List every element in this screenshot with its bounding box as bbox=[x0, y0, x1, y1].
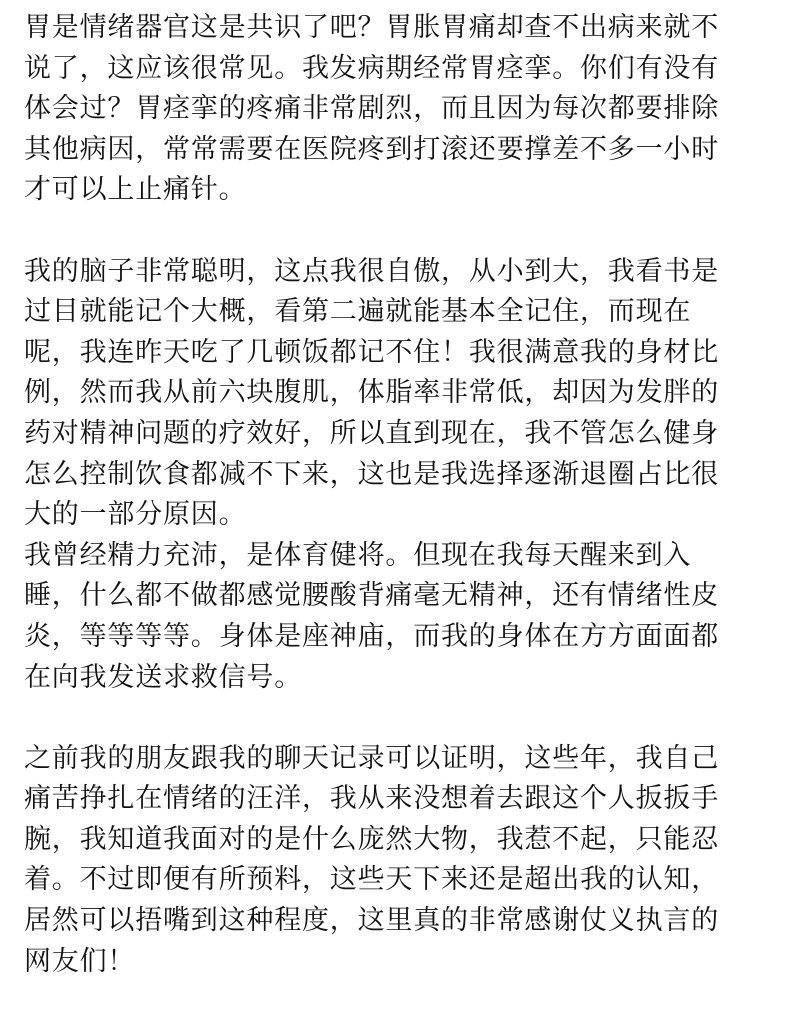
text-line: 其他病因，常常需要在医院疼到打滚还要撑差不多一小时 bbox=[24, 133, 719, 165]
text-line: 过目就能记个大概，看第二遍就能基本全记住，而现在 bbox=[24, 296, 692, 328]
text-line: 网友们！ bbox=[24, 945, 136, 977]
post-body-text bbox=[24, 0, 784, 982]
text-line: 胃是情绪器官这是共识了吧？胃胀胃痛却查不出病来就不 bbox=[24, 12, 719, 43]
text-line: 腕，我知道我面对的是什么庞然大物，我惹不起，只能忍 bbox=[24, 823, 719, 855]
text-line: 怎么控制饮食都减不下来，这也是我选择逐渐退圈占比很 bbox=[24, 458, 719, 490]
text-line: 才可以上止痛针。 bbox=[24, 174, 247, 206]
text-line: 药对精神问题的疗效好，所以直到现在，我不管怎么健身 bbox=[24, 417, 719, 449]
text-line: 着。不过即便有所预料，这些天下来还是超出我的认知， bbox=[24, 864, 719, 896]
text-line: 睡，什么都不做都感觉腰酸背痛毫无精神，还有情绪性皮 bbox=[24, 580, 719, 612]
text-line: 例，然而我从前六块腹肌，体脂率非常低，却因为发胖的 bbox=[24, 377, 719, 409]
text-line: 我的脑子非常聪明，这点我很自傲，从小到大，我看书是 bbox=[24, 255, 719, 287]
text-line: 在向我发送求救信号。 bbox=[24, 661, 302, 693]
text-line: 呢，我连昨天吃了几顿饭都记不住！我很满意我的身材比 bbox=[24, 336, 719, 368]
text-line: 我曾经精力充沛，是体育健将。但现在我每天醒来到入 bbox=[24, 539, 692, 571]
text-line: 体会过？胃痉挛的疼痛非常剧烈，而且因为每次都要排除 bbox=[24, 93, 719, 125]
paragraph-gap bbox=[24, 211, 784, 252]
text-line: 大的一部分原因。 bbox=[24, 499, 247, 531]
text-line: 炎，等等等等。身体是座神庙，而我的身体在方方面面都 bbox=[24, 620, 719, 652]
text-line: 居然可以捂嘴到这种程度，这里真的非常感谢仗义执言的 bbox=[24, 905, 719, 937]
paragraph-gap bbox=[24, 698, 784, 739]
text-line: 说了，这应该很常见。我发病期经常胃痉挛。你们有没有 bbox=[24, 52, 719, 84]
text-line: 之前我的朋友跟我的聊天记录可以证明，这些年，我自己 bbox=[24, 742, 719, 774]
text-line: 痛苦挣扎在情绪的汪洋，我从来没想着去跟这个人扳扳手 bbox=[24, 783, 719, 815]
